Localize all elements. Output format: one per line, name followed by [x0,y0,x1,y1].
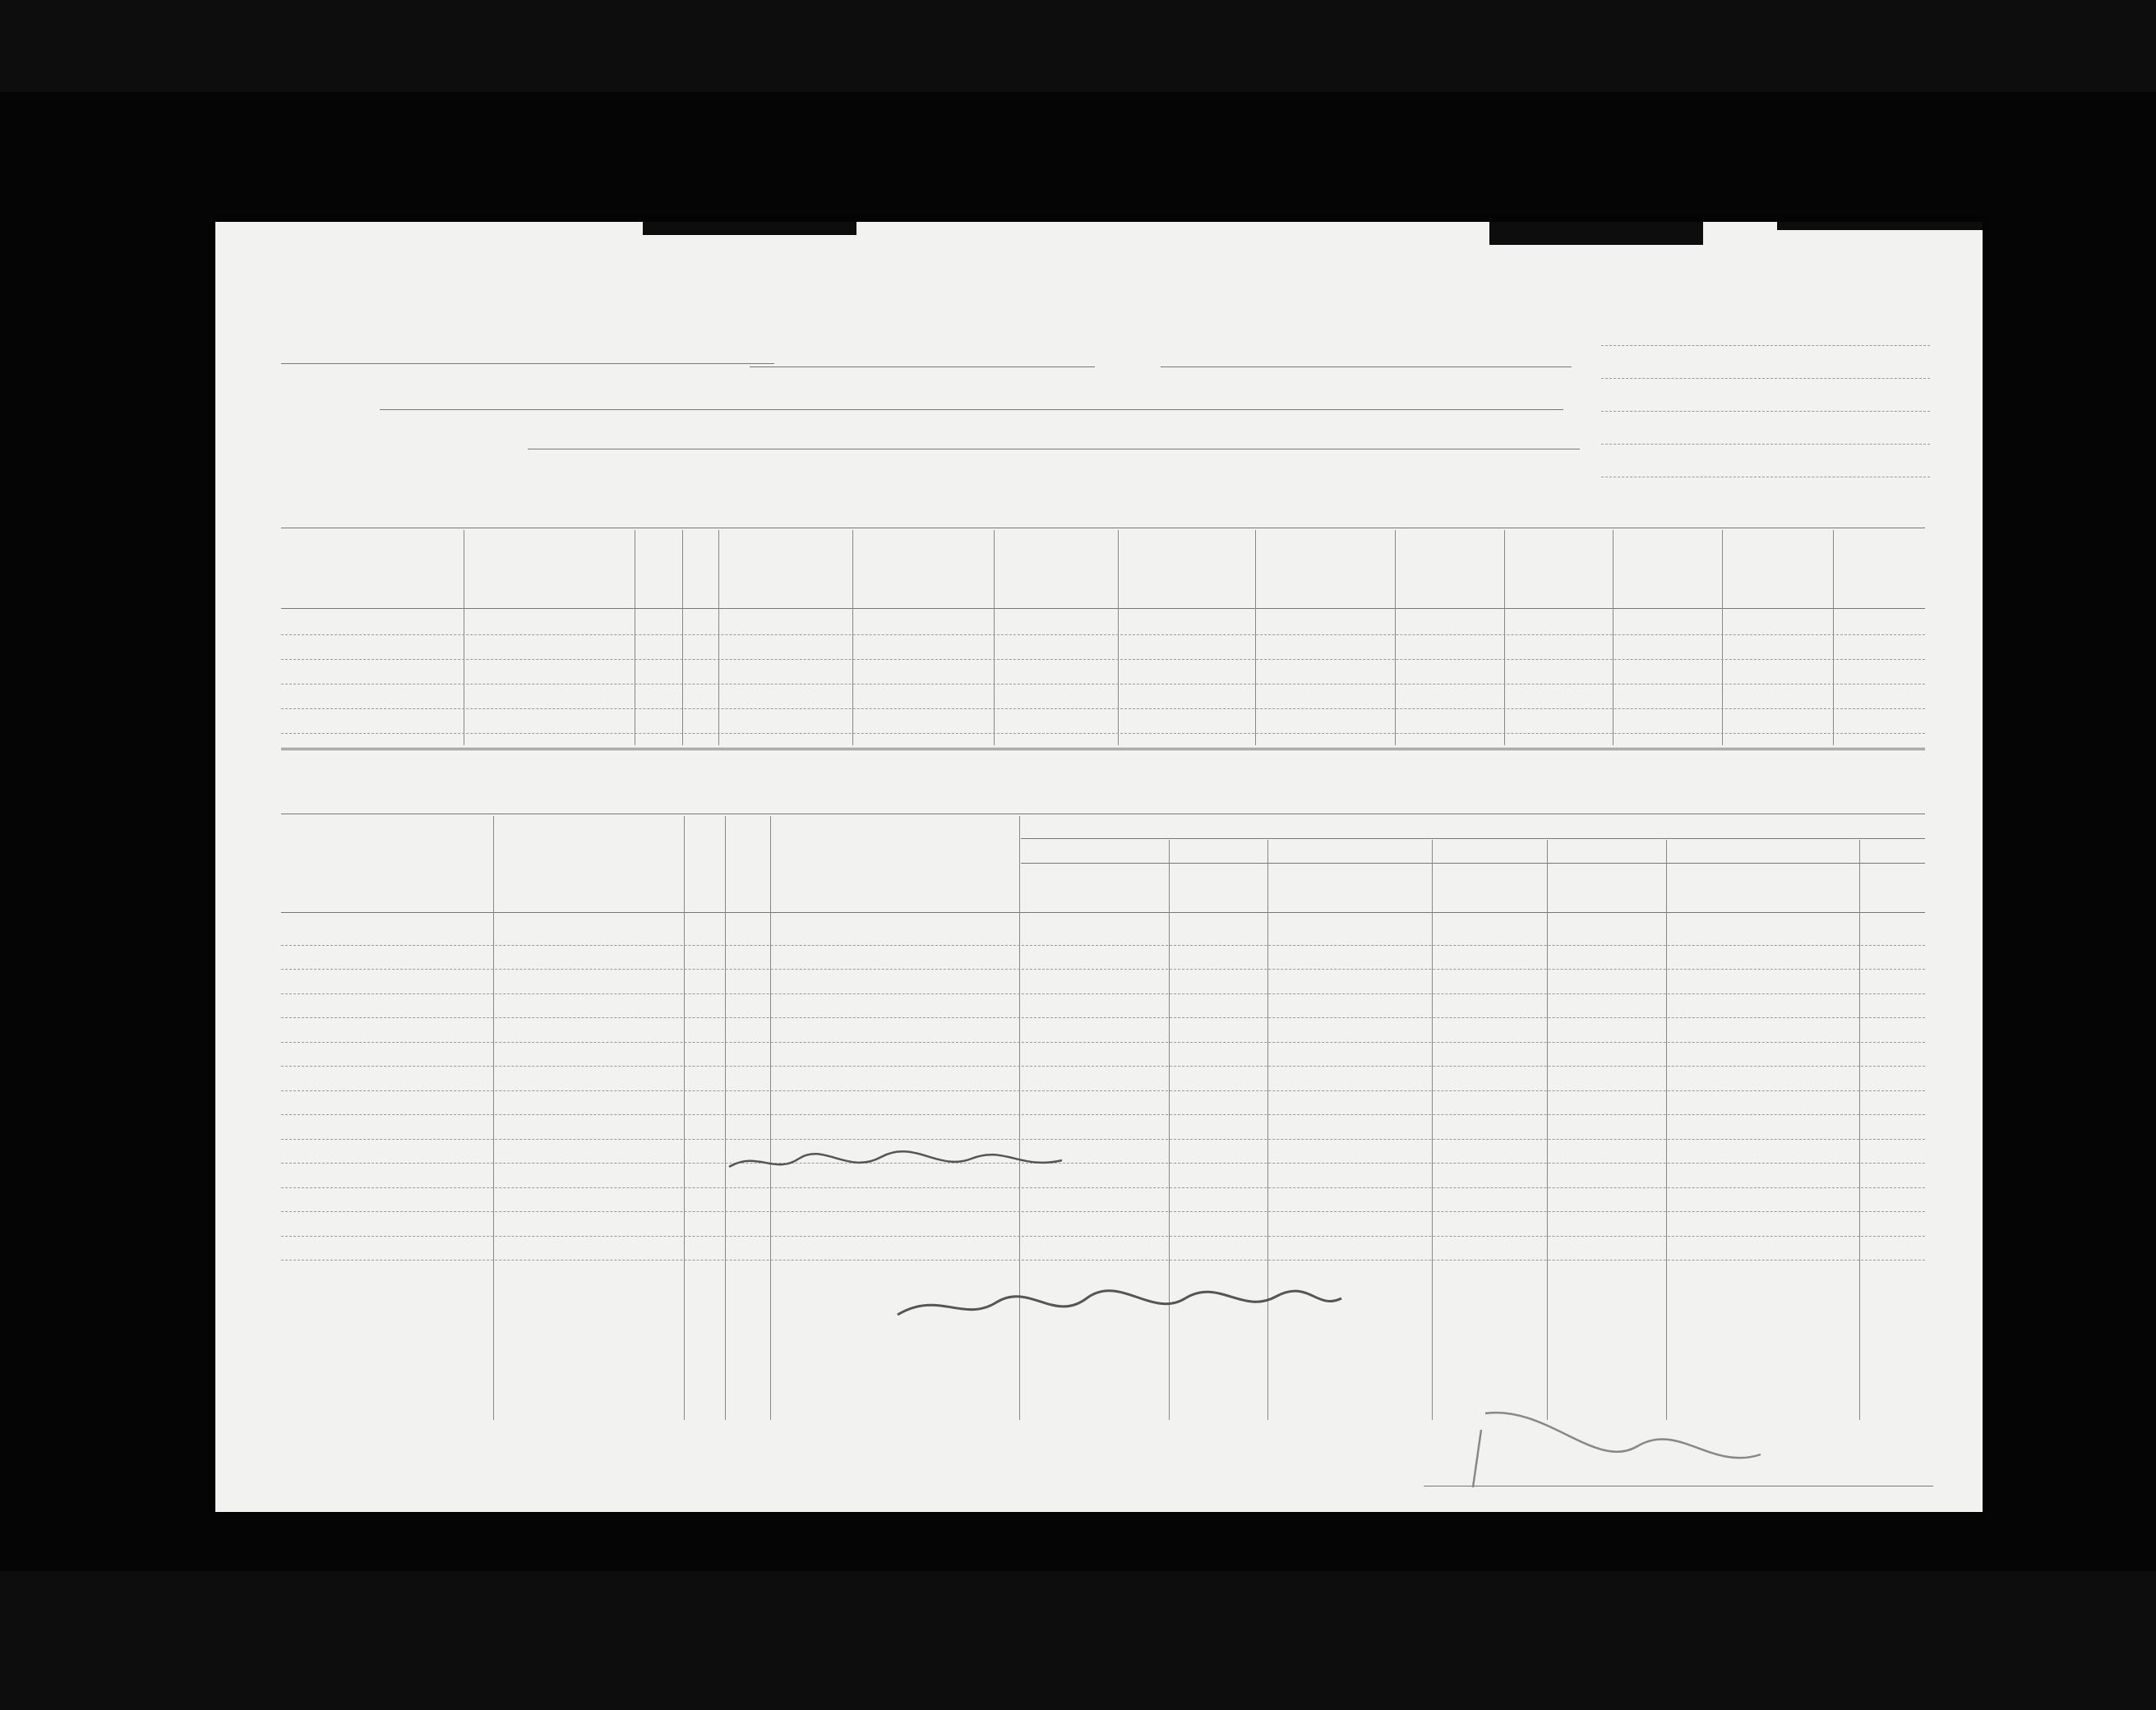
table-row [215,970,1983,995]
row-rule [281,733,1925,734]
row-rule [281,708,1925,709]
reserved-line [1601,345,1930,346]
table-row [215,995,1983,1020]
column-rule [1722,530,1723,745]
row-rule [281,1066,1925,1067]
column-rule [718,530,719,745]
column-rule [1833,530,1834,745]
line [380,409,1563,410]
table-row [215,1116,1983,1141]
table-row [215,1067,1983,1092]
row-rule [281,1017,1925,1018]
row-rule [281,1187,1925,1188]
table-rule [281,912,1925,913]
table-row [215,1044,1983,1068]
column-rule [1255,530,1256,745]
table-rule [1021,863,1925,864]
row-rule [281,1211,1925,1212]
row-rule [281,1042,1925,1043]
column-rule [682,530,683,745]
column-rule [1395,530,1396,745]
table-row [215,1164,1983,1189]
row-rule [281,945,1925,946]
column-rule [852,530,853,745]
line [281,363,774,364]
table-rule [281,608,1925,609]
row-rule [281,993,1925,994]
table-rule [281,748,1925,750]
torn-edge [643,222,856,235]
torn-edge [1489,222,1703,245]
row-rule [281,1139,1925,1140]
torn-edge [1777,222,1983,230]
column-rule [1504,530,1505,745]
row-rule [281,659,1925,660]
table-row [215,1189,1983,1214]
row-rule [281,969,1925,970]
reserved-line [1601,444,1930,445]
commander-signature [1448,1397,1826,1496]
table-row [215,1141,1983,1165]
reserved-line [1601,411,1930,412]
entry-declaration-form [215,222,1983,1512]
row-rule [281,1090,1925,1091]
table-row [215,1238,1983,1262]
table-rule [1021,838,1925,839]
handwritten-note [725,1142,1070,1183]
column-rule [1613,530,1614,745]
row-rule [281,1236,1925,1237]
line [750,366,1095,367]
inspector-signature [889,1274,1350,1339]
row-rule [281,1114,1925,1115]
table-row [215,947,1983,971]
row-rule [281,1260,1925,1261]
column-rule [994,530,995,745]
reserved-line [1601,378,1930,379]
table-row [215,922,1983,947]
table-row [215,1213,1983,1238]
table-row [215,1019,1983,1044]
line [1161,366,1572,367]
row-rule [281,1163,1925,1164]
row-rule [281,634,1925,635]
table-row [215,1092,1983,1117]
column-rule [1118,530,1119,745]
